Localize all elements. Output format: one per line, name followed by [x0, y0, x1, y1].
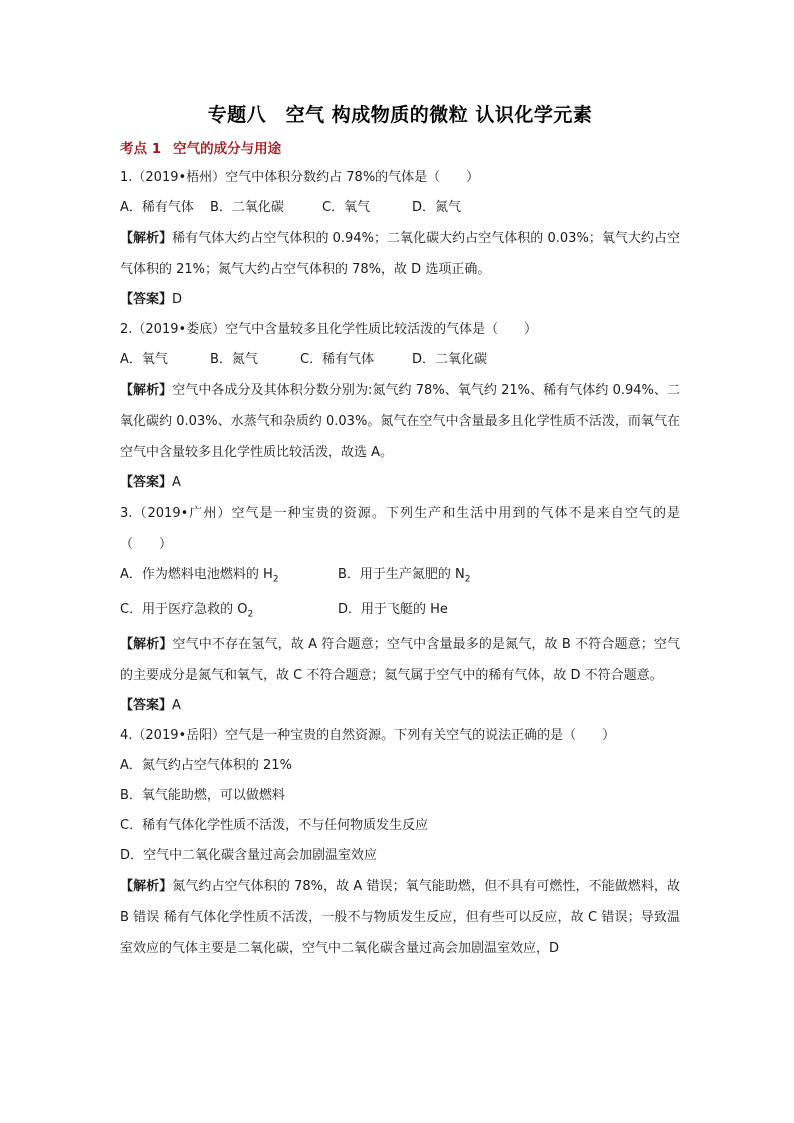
option-a: A．氧气	[120, 352, 168, 367]
option-row	[120, 193, 680, 223]
option-d: D．氮气	[412, 200, 462, 215]
answer-block	[120, 285, 680, 315]
question-stem: 3.（2019•广州）空气是一种宝贵的资源。下列生产和生活中用到的气体不是来自空气的是（ ）	[120, 506, 680, 552]
option-row	[120, 595, 680, 630]
answer-block	[120, 691, 680, 721]
question-4	[120, 721, 680, 964]
option-row	[120, 345, 680, 375]
question-3	[120, 498, 680, 721]
analysis-block	[120, 223, 680, 285]
option-c: C．稀有气体化学性质不活泼，不与任何物质发生反应	[120, 818, 429, 834]
answer-tag: 【答案】	[120, 292, 173, 307]
option-row	[120, 560, 680, 595]
analysis-tag: 【解析】	[120, 637, 173, 653]
question-stem: 2.（2019•娄底）空气中含量较多且化学性质比较活泼的气体是（ ）	[120, 322, 538, 337]
option-c: C．稀有气体	[300, 352, 375, 367]
option-b: B．氮气	[210, 352, 258, 367]
section-label: 考点 1	[120, 141, 162, 157]
answer-value: A	[172, 698, 181, 714]
section-heading	[120, 137, 680, 157]
question-1	[120, 163, 680, 315]
analysis-block	[120, 629, 680, 691]
option-c: C．用于医疗急救的 $O_2$	[120, 601, 254, 620]
answer-value: D	[172, 292, 183, 307]
analysis-block	[120, 375, 680, 468]
analysis-tag: 【解析】	[120, 231, 173, 246]
analysis-text: 稀有气体大约占空气体积的 0.94%；二氧化碳大约占空气体积的 0.03%；氧气大约占空气体积的 21%；氮气大约占空气体积的 78%，故 D 选项正确。	[120, 231, 680, 277]
answer-tag: 【答案】	[120, 698, 173, 714]
question-2	[120, 315, 680, 498]
answer-value: A	[172, 475, 181, 490]
option-d: D．用于飞艇的 He	[338, 601, 448, 617]
option-c: C．氧气	[322, 200, 371, 215]
option-d: D．二氧化碳	[412, 352, 488, 367]
analysis-tag: 【解析】	[120, 879, 173, 895]
analysis-tag: 【解析】	[120, 383, 173, 398]
analysis-text: 空气中各成分及其体积分数分别为:氮气约 78%、氧气约 21%、稀有气体约 0.94%、二氧化碳约 0.03%、水蒸气和杂质约 0.03%。氮气在空气中含量最多且化学性质不活泼，而氧气在空气中含量较多且化学性质比较活泼，故选 A。	[120, 383, 680, 460]
question-stem: 1.（2019•梧州）空气中体积分数约占 78%的气体是（ ）	[120, 170, 480, 185]
option-b: B．氧气能助燃，可以做燃料	[120, 788, 285, 804]
question-stem: 4.（2019•岳阳）空气是一种宝贵的自然资源。下列有关空气的说法正确的是（ ）	[120, 728, 616, 744]
analysis-text: 氮气约占空气体积的 78%，故 A 错误；氧气能助燃，但不具有可燃性，不能做燃料，故 B 错误 稀有气体化学性质不活泼，一般不与物质发生反应，但有些可以反应，故 C 错误；导致温室效应的气体主要是二氧化碳，空气中二氧化碳含量过高会加剧温室效应，D	[120, 879, 680, 957]
answer-block	[120, 468, 680, 498]
option-b: B．用于生产氮肥的 $N_2$	[338, 567, 471, 585]
document-content	[120, 100, 680, 964]
option-a: A．稀有气体	[120, 200, 194, 215]
option-a: A．作为燃料电池燃料的 $H_2$	[120, 567, 279, 585]
option-b: B．二氧化碳	[210, 200, 284, 215]
option-d: D．空气中二氧化碳含量过高会加剧温室效应	[120, 848, 378, 864]
section-title: 空气的成分与用途	[173, 141, 282, 157]
analysis-block	[120, 871, 680, 964]
option-a: A．氮气约占空气体积的 21%	[120, 758, 292, 774]
answer-tag: 【答案】	[120, 475, 173, 490]
analysis-text: 空气中不存在氢气，故 A 符合题意；空气中含量最多的是氮气，故 B 不符合题意；空气的主要成分是氮气和氧气，故 C 不符合题意；氦气属于空气中的稀有气体，故 D 不符合题意。	[120, 637, 680, 684]
page-title: 专题八 空气 构成物质的微粒 认识化学元素	[207, 104, 593, 126]
